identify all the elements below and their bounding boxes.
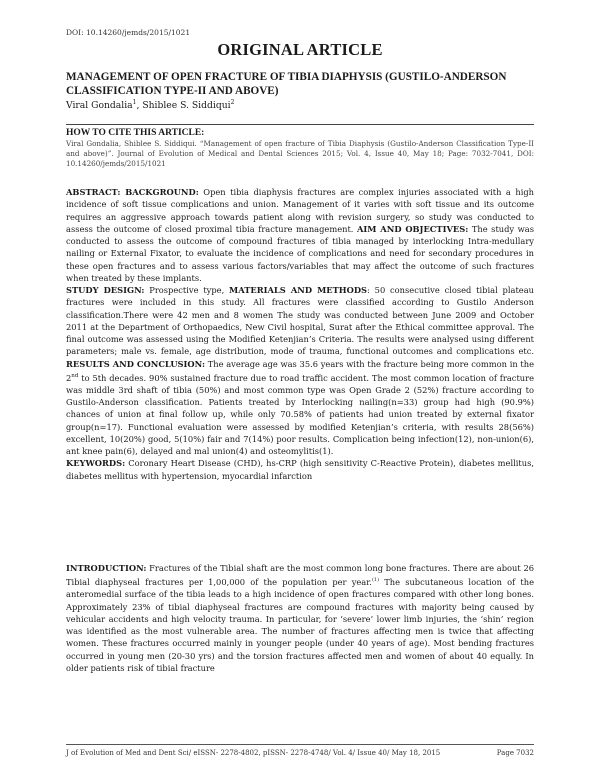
citation-heading: HOW TO CITE THIS ARTICLE:	[66, 128, 205, 138]
methods-text: : 50 consecutive closed tibial plateau fractures were included in this study. All fractures were classified according to Gustilo Anderson classification.There were 42 men and 8 women The study was conducted between June 2009 and October 2011 at the Department of Orthopaedics, New Civil hospital, Surat after the Ethical committee approval. The final outcome was assessed using the Modified Ketenjian’s Criteria. The results were analysed using different parameters; male vs. female, age distribution, mode of trauma, functional outcomes and complications etc.	[66, 285, 534, 357]
results-superscript: nd	[71, 372, 79, 379]
results-text-a: The average age was 35.6 years with the fracture being more common in the 2	[66, 358, 534, 383]
article-type-heading: ORIGINAL ARTICLE	[217, 40, 383, 59]
intro-text-a: Fractures of the Tibial shaft are the most common long bone fractures. There are about 26 Tibial diaphyseal fractures per 1,00,000 of the population per year.	[66, 563, 535, 588]
intro-paragraph	[66, 562, 534, 674]
page-footer	[66, 744, 534, 757]
author-name: Viral Gondalia	[66, 100, 133, 112]
introduction	[66, 562, 534, 674]
keywords-label: KEYWORDS:	[66, 458, 126, 469]
page-number: Page 7032	[496, 749, 534, 757]
intro-label: INTRODUCTION:	[66, 563, 147, 573]
author-list	[66, 99, 234, 111]
abstract-background: Open tibia diaphysis fractures are complex injuries associated with a high incidence of soft tissue complications and union. Management of it varies with soft tissue and its outcome requires an aggressive approach towards patient along with revision surgery, so study was conducted to assess the outcome of closed proximal tibia fracture management.	[66, 187, 535, 234]
design-label: STUDY DESIGN:	[66, 285, 145, 295]
design-text: Prospective type,	[149, 285, 225, 295]
author-separator: ,	[136, 100, 143, 112]
aim-label: AIM AND OBJECTIVES:	[356, 223, 469, 234]
abstract-label: ABSTRACT: BACKGROUND:	[66, 187, 199, 197]
intro-text-b: The subcutaneous location of the anteromedial surface of the tibia leads to a high incidence of open fractures compared with other long bones. Approximately 23% of tibial diaphyseal fractures are compound fractures with majority being caused by vehicular accidents and high velocity trauma. In particular, for ‘severe’ lower limb injuries, the ‘shin’ region was identified as the most vulnerable area. The number of fractures affecting men is twice that affecting women. These fractures occurred mainly in younger people (under 40 years of age). Most bending fractures occurred in young men (20-30 yrs) and the torsion fractures affected men and women of about 40 equally. In older patients risk of tibial fracture	[66, 577, 535, 673]
citation-box	[66, 124, 534, 169]
article-title: MANAGEMENT OF OPEN FRACTURE OF TIBIA DIAPHYSIS (GUSTILO-ANDERSON CLASSIFICATION TYPE-II AND ABOVE)	[66, 71, 507, 97]
methods-label: MATERIALS AND METHODS	[229, 285, 368, 295]
author-name: Shiblee S. Siddiqui	[142, 100, 231, 112]
citation-text: Viral Gondalia, Shiblee S. Siddiqui. “Management of open fracture of Tibia Diaphysis (Gustilo-Anderson Classification Type-II and above)”. Journal of Evolution of Medical and Dental Sciences 2015; Vol. 4, Issue 40, May 18; Page: 7032-7041, DOI: 10.14260/jemds/2015/1021	[66, 139, 534, 168]
keywords-text: Coronary Heart Disease (CHD), hs-CRP (high sensitivity C-Reactive Protein), diabetes mellitus, diabetes mellitus with hypertension, myocardial infarction	[66, 458, 534, 481]
doi-line: DOI: 10.14260/jemds/2015/1021	[66, 28, 191, 37]
abstract-paragraph	[66, 186, 534, 482]
author-affiliation: 2	[230, 99, 235, 106]
abstract	[66, 186, 534, 482]
results-text-b: to 5th decades. 90% sustained fracture due to road traffic accident. The most common location of fracture was middle 3rd shaft of tibia (50%) and most common type was Open Grade 2 (52%) fracture according to Gustilo-Anderson classification. Patients treated by Interlocking nailing(n=33) group had high (90.9%) chances of union at final follow up, while only 70.58% of patients had union treated by external fixator group(n=17). Functional evaluation were assessed by modified Ketenjian’s criteria, with results 28(56%) excellent, 10(20%) good, 5(10%) fair and 7(14%) poor results. Complication being infection(12), non-union(6), ant knee pain(6), delayed and mal union(4) and osteomylitis(1).	[66, 372, 534, 457]
author-affiliation: 1	[132, 99, 137, 106]
aim-text: The study was conducted to assess the outcome of compound fractures of tibia managed by interlocking Intra-medullary nailing or External Fixator, to evaluate the incidence of complications and need for secondary procedures in these open fractures and to assess various factors/variables that may affect the outcome of such fractures when treated by these implants.	[66, 223, 534, 283]
intro-reference: (1)	[371, 577, 380, 584]
footer-journal: J of Evolution of Med and Dent Sci/ eISSN- 2278-4802, pISSN- 2278-4748/ Vol. 4/ Issue 40/ May 18, 2015	[66, 749, 441, 757]
results-label: RESULTS AND CONCLUSION:	[66, 358, 206, 369]
